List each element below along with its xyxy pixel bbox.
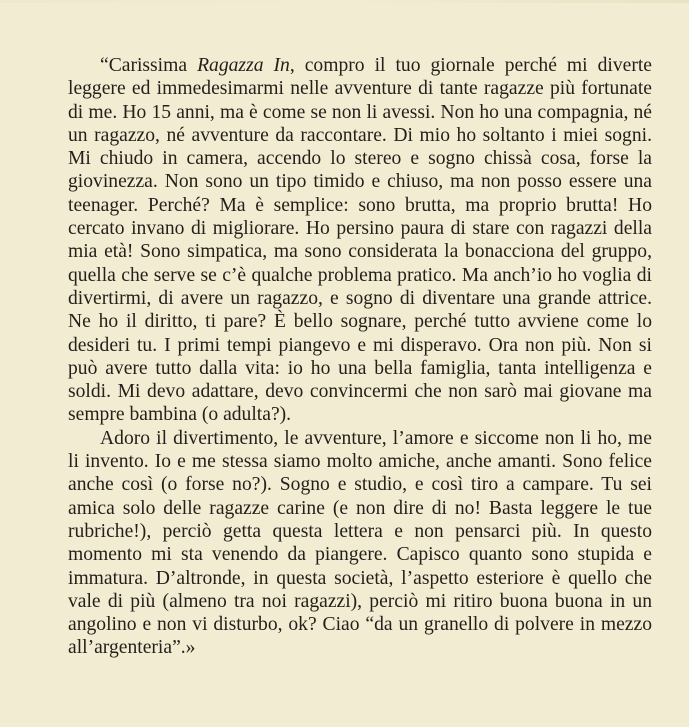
letter-text [68,54,652,660]
paragraph-1-opening: “Carissima [100,55,198,76]
letter-paragraph-2: Adoro il divertimento, le avventure, l’amore e siccome non li ho, me li invento. Io e me stessa siamo molto amiche, anche amanti. Sono felice anche così (o forse no?). Sogno e studio, e così tiro a campare. Tu sei amica solo delle ragazze carine (e non dire di no! Basta leggere le tue rubriche!), perciò getta questa lettera e non pensarci più. In questo momento mi sta venendo da piangere. Capisco quanto sono stupida e immatura. D’altronde, in questa società, l’aspetto esteriore è quello che vale di più (almeno tra noi ragazzi), perciò mi ritiro buona buona in un angolino e non vi disturbo, ok? Ciao “da un granello di polvere in mezzo all’argenteria”.» [68,427,652,659]
magazine-title: Ragazza In [197,55,290,76]
paragraph-1-body: , compro il tuo giornale perché mi diverte leggere ed immedesimarmi nelle avventure di tante ragazze più fortunate di me. Ho 15 anni, ma è come se non li avessi. Non ho una compagnia, né un ragazzo, né avventure da raccontare. Di mio ho soltanto i miei sogni. Mi chiudo in camera, accendo lo stereo e sogno chissà cosa, forse la giovinezza. Non sono un tipo timido e chiuso, ma non posso essere una teenager. Perché? Ma è semplice: sono brutta, ma proprio brutta! Ho cercato invano di migliorare. Ho persino paura di stare con ragazzi della mia età! Sono simpatica, ma sono considerata la bonacciona del gruppo, quella che serve se c’è qualche problema pratico. Ma anch’io ho voglia di divertirmi, di avere un ragazzo, e sogno di diventare una grande attrice. Ne ho il diritto, ti pare? È bello sognare, perché tutto avviene come lo desideri tu. I primi tempi piangevo e mi disperavo. Ora non più. Non si può avere tutto dalla vita: io ho una bella famiglia, tanta intelligenza e soldi. Mi devo adattare, devo convincermi che non sarò mai giovane ma sempre bambina (o adulta?). [68,55,652,426]
page-top-edge [0,0,689,3]
letter-paragraph-1 [68,54,652,427]
